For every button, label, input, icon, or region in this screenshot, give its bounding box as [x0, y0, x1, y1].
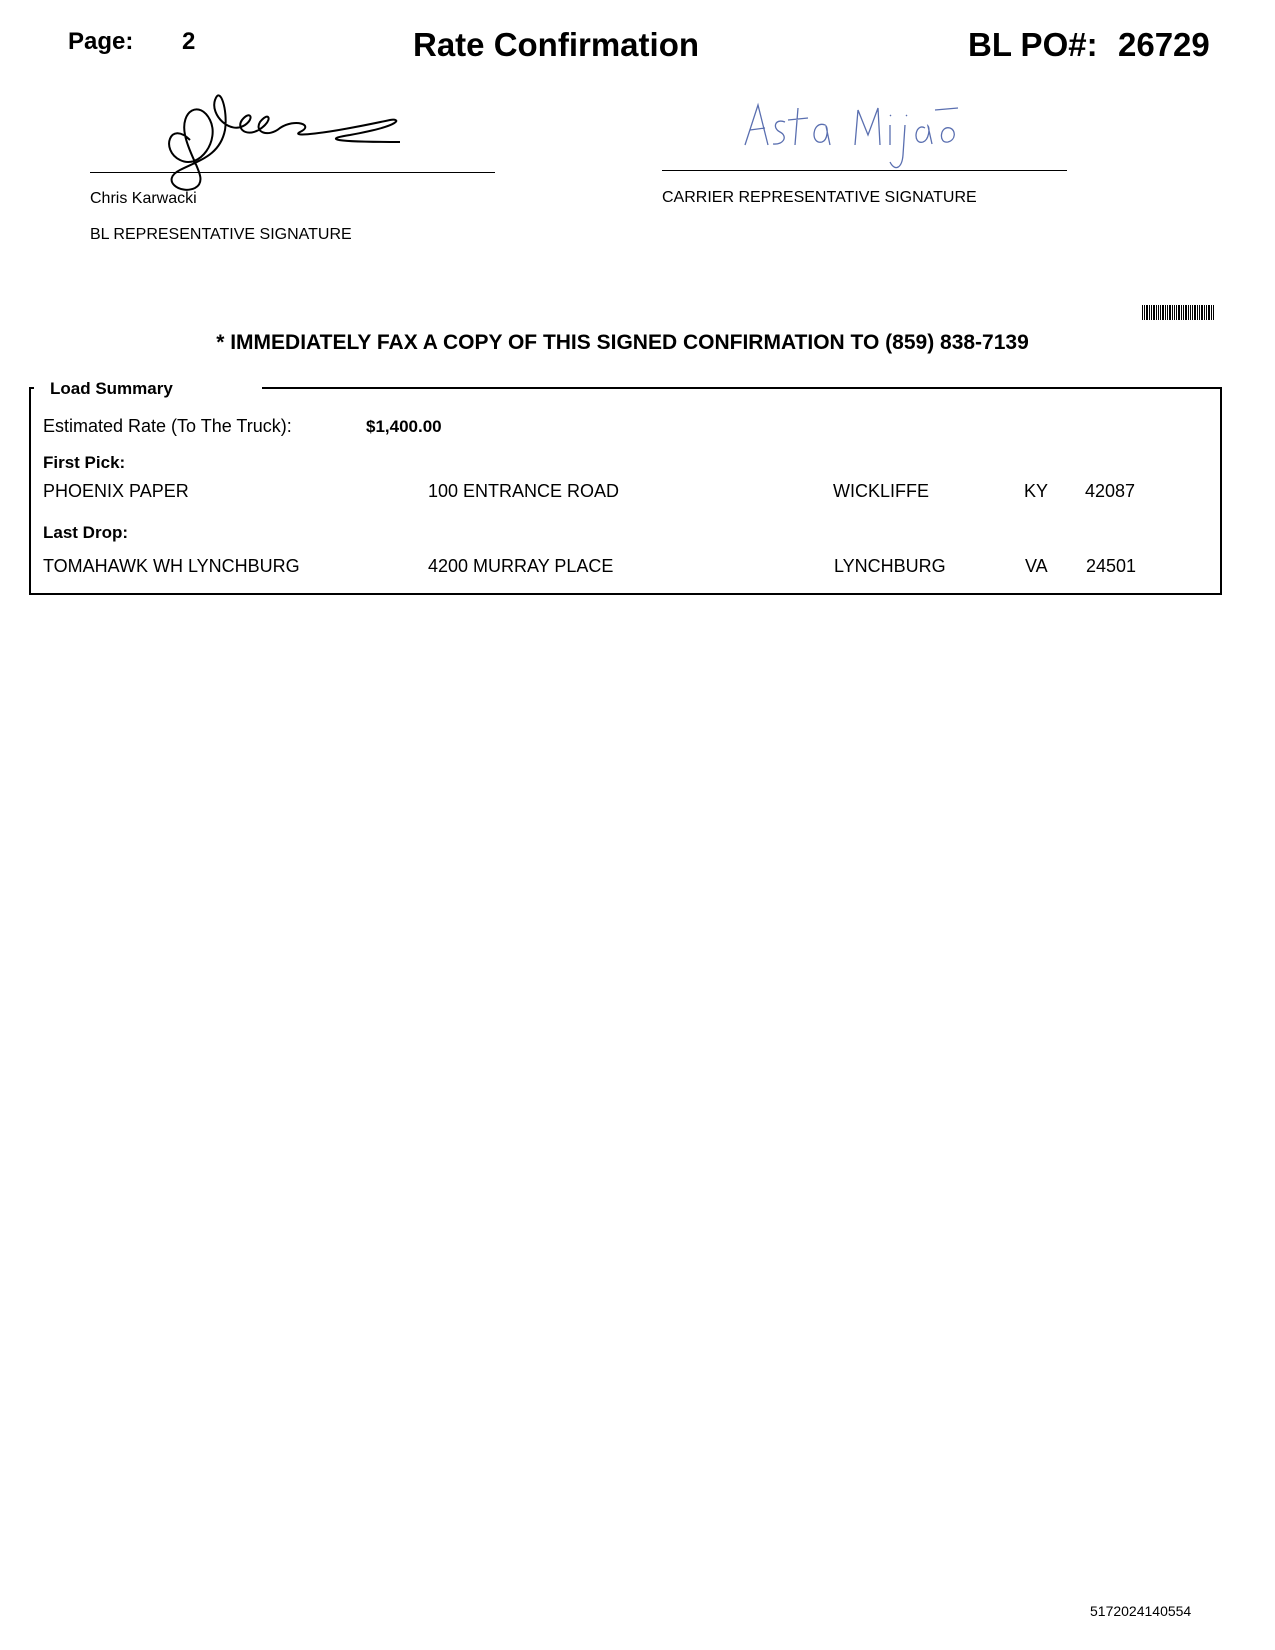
estimated-rate-label: Estimated Rate (To The Truck): [43, 416, 292, 436]
po-number: 26729 [1118, 26, 1210, 63]
first-pick-city: WICKLIFFE [833, 481, 930, 501]
first-pick-zip: 42087 [1085, 481, 1136, 501]
first-pick-name: PHOENIX PAPER [43, 481, 189, 501]
first-pick-address: 100 ENTRANCE ROAD [428, 481, 620, 501]
first-pick-state: KY [1024, 481, 1049, 501]
last-drop-zip: 24501 [1086, 556, 1137, 576]
carrier-signature-image [740, 100, 960, 175]
load-summary-legend: Load Summary [42, 379, 181, 399]
last-drop-label: Last Drop: [43, 523, 128, 542]
last-drop-city: LYNCHBURG [834, 556, 946, 576]
last-drop-state: VA [1025, 556, 1048, 576]
barcode-image [1142, 305, 1214, 320]
last-drop-name: TOMAHAWK WH LYNCHBURG [43, 556, 300, 576]
estimated-rate-value: $1,400.00 [366, 417, 442, 436]
carrier-signature-line [662, 170, 1067, 171]
document-id: 5172024140554 [1090, 1603, 1192, 1619]
bl-signature-line [90, 172, 495, 173]
page-label: Page: [68, 28, 134, 55]
document-title: Rate Confirmation [413, 26, 700, 63]
bl-signature-image [150, 80, 430, 190]
last-drop-address: 4200 MURRAY PLACE [428, 556, 614, 576]
fax-notice: * IMMEDIATELY FAX A COPY OF THIS SIGNED CONFIRMATION TO (859) 838-7139 [216, 331, 1029, 354]
bl-signature-caption: BL REPRESENTATIVE SIGNATURE [90, 226, 352, 243]
first-pick-label: First Pick: [43, 453, 126, 472]
page-number: 2 [182, 28, 196, 55]
carrier-signature-caption: CARRIER REPRESENTATIVE SIGNATURE [662, 189, 977, 206]
po-label: BL PO#: [968, 26, 1098, 63]
bl-signer-name: Chris Karwacki [90, 190, 197, 207]
